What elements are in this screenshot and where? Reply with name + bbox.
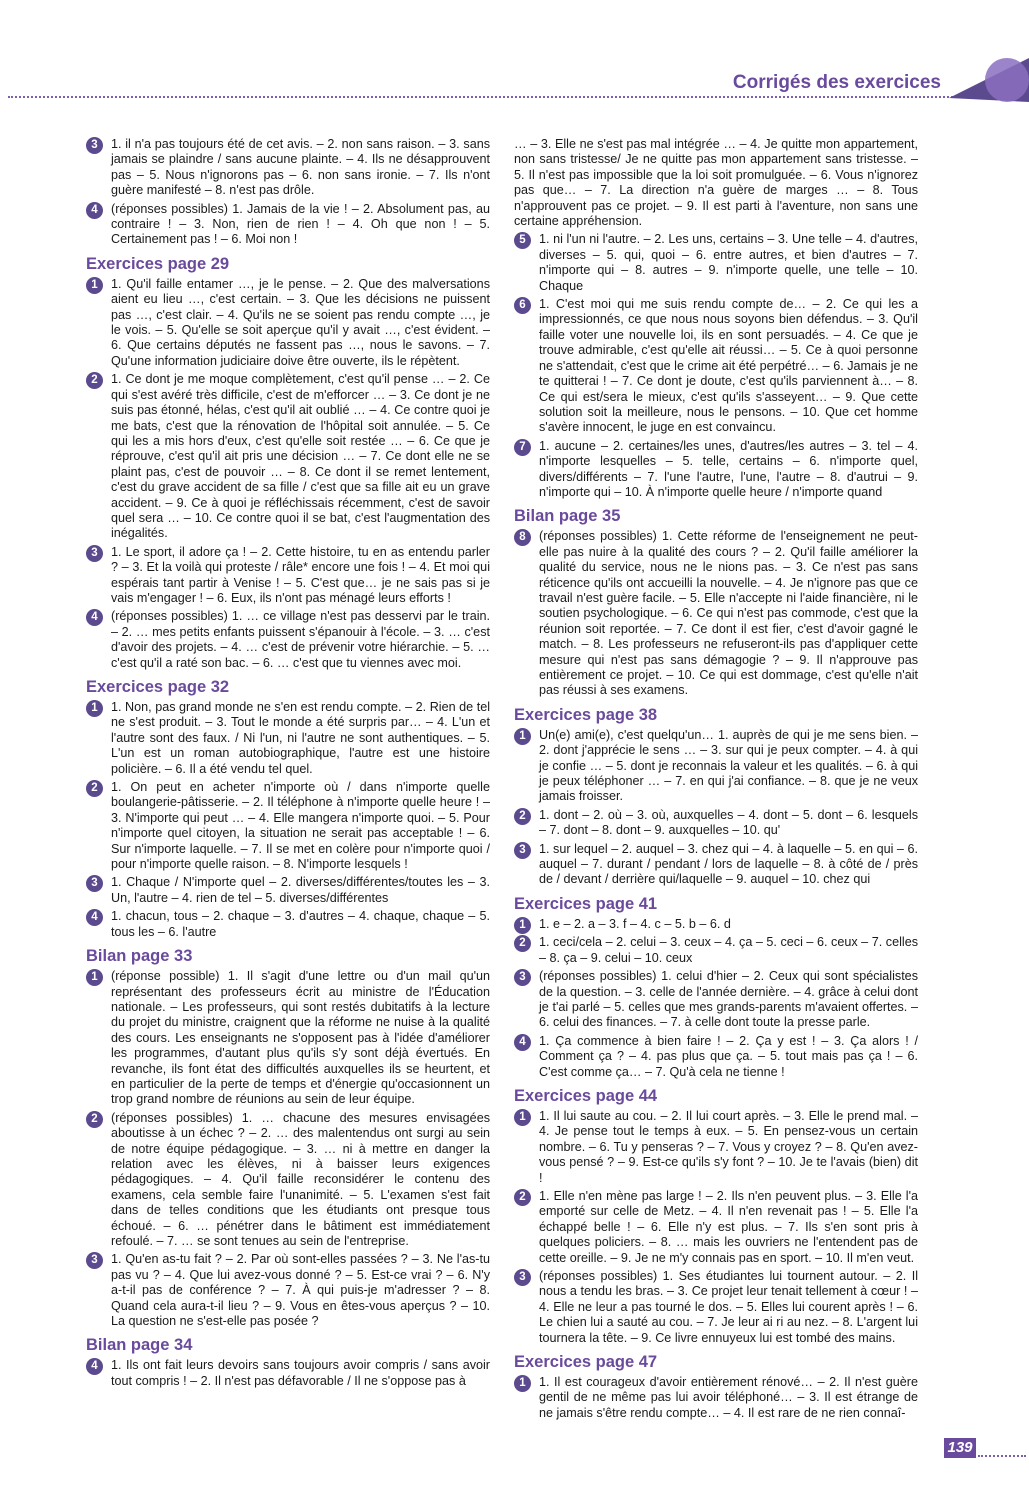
page-number: 139 [944, 1438, 976, 1458]
answer-text: 1. ceci/cela – 2. celui – 3. ceux – 4. ça – 5. ceci – 6. ceux – 7. celles – 8. ça – 9. celui – 10. ceux [539, 935, 918, 965]
answer-text: 1. Ce dont je me moque complètement, c'est qu'il pense … – 2. Ce qui s'est avéré très difficile, c'est de m'efforcer … – 3. Ce dont je ne suis pas étonné, hélas, c'est qu'il ait oublié … – 4. Ce contre quoi je me bats, c'est que la rénovation de l'hôpital soit annulée. – 5. Ce qui les a mis hors d'eux, c'est qu'elle soit restée … – 6. Ce que je réprouve, c'est qu'il ait pris une décision … – 7. Ce dont elle ne se plaint pas, c'est de pouvoir … – 8. Ce dont il se remet lentement, c'est du grave accident de sa fille / c'est que sa fille ait eu un grave accident. – 9. Ce à quoi je réfléchissais récemment, c'est de savoir quel sera … – 10. Ce contre quoi il se bat, c'est l'augmentation des inégalités. [111, 372, 490, 541]
answer-text: 1. C'est moi qui me suis rendu compte de… – 2. Ce qui les a impressionnés, ce que nous nous soyons bien défendus. – 3. Qu'il faille voter une nouvelle loi, ils en sont persuadés. – 4. Ce que je trouve admirable, c'est qu'elle ait réussi… – 5. Ce à quoi personne ne s'attendait, c'est que le crime ait été perpétré… – 6. Jamais je ne te quitterai ! – 7. Ce dont je doute, c'est qu'ils parviennent à… – 8. Ce qui est/sera le mieux, c'est qu'ils s'asseyent… – 9. Que cette solution soit la meilleure, nous le pensons. – 10. Que cet homme s'avère innocent, le juge en est convaincu. [539, 297, 918, 435]
exercise-number-badge: 1 [514, 728, 531, 745]
answer-text: 1. On peut en acheter n'importe où / dans n'importe quelle boulangerie-pâtisserie. – 2. Il téléphone à n'importe quelle heure ! – 3. N'importe qui peut … – 4. Elle mangera n'importe quoi. – 5. Pour n'importe quel citoyen, la situation ne serait pas acceptable ! – 6. Sur n'importe laquelle. – 7. Il se met en colère pour n'importe quoi / pour n'importe quelle raison. – 8. N'importe lesquels ! [111, 780, 490, 872]
exercise-number-badge: 3 [514, 1269, 531, 1286]
answer-text: 1. Non, pas grand monde ne s'en est rendu compte. – 2. Rien de tel ne s'est produit. – 3. Tout le monde a été surpris par… – 4. L'un et l'autre sont des faux. / Ni l'un, ni l'autre ne sont authentiques. – 5. L'un est un roman autobiographique, l'autre est une histoire policière. – 6. Il a été vendu tel quel. [111, 700, 490, 776]
section-heading: Exercices page 32 [86, 678, 230, 696]
answer-text: (réponse possible) 1. Il s'agit d'une lettre ou d'un mail qu'un représentant des professeurs écrit au ministre de l'Éducation nationale. – Les professeurs, qui sont restés dubitatifs à la lecture du projet du ministre, craignent que la réforme ne nuise à la qualité des cours. Les enseignants ne s'opposent pas à l'idée d'améliorer les programmes, d'autant plus qu'ils s'y sont déjà évertués. En revanche, ils font état des difficultés auxquelles ils se heurtent, et en particulier de la perte de temps et d'énergie qu'occasionnent un trop grand nombre de réunions au sein de leur équipe. [111, 969, 490, 1107]
exercise-number-badge: 1 [86, 277, 103, 294]
answer-text: (réponses possibles) 1. … chacune des mesures envisagées aboutisse à un échec ? – 2. … des malentendus ont surgi au sein de notre équipe pédagogique. – 3. … ni à mettre en danger la relation avec les élèves, ni à baisser leurs exigences pédagogiques. – 4. Qu'il faille reconsidérer le contenu des examens, cela semble faire l'unanimité. – 5. L'examen s'est fait dans de telles conditions que les étudiants ont presque tous échoué. – 6. … pénétrer dans le bâtiment est immédiatement refoulé. – 7. … se sont tenues au sein de l'entreprise. [111, 1110, 490, 1248]
exercise-number-badge: 3 [86, 875, 103, 892]
answer-text: 1. e – 2. a – 3. f – 4. c – 5. b – 6. d [539, 916, 731, 931]
right-column [514, 137, 918, 1424]
answer-text: 1. sur lequel – 2. auquel – 3. chez qui – 4. à laquelle – 5. en qui – 6. auquel – 7. durant / pendant / lors de laquelle – 8. à côté de / près de / devant / derrière qui/laquelle – 9. auquel – 10. chez qui [539, 841, 918, 887]
section-heading: Exercices page 47 [514, 1353, 658, 1372]
exercise-item [86, 969, 490, 1108]
exercise-number-badge: 5 [514, 232, 531, 249]
answer-text: 1. Il est courageux d'avoir entièrement rénové… – 2. Il n'est guère gentil de ne même pas lui avoir téléphoné… – 3. Il est étrange de ne jamais s'être rendu compte… – 4. Il est rare de ne rien connaî- [539, 1375, 918, 1420]
exercise-number-badge: 3 [86, 545, 103, 562]
exercise-number-badge: 3 [86, 1252, 103, 1269]
exercise-number-badge: 1 [514, 1375, 531, 1392]
section-heading: Exercices page 41 [514, 894, 658, 913]
exercise-item [86, 909, 490, 940]
header-dotted-rule [8, 96, 953, 98]
section-heading: Exercices page 38 [514, 705, 658, 724]
exercise-item [514, 728, 918, 805]
exercise-item [86, 609, 490, 671]
answer-text: (réponses possibles) 1. Jamais de la vie ! – 2. Absolument pas, au contraire ! – 3. Non, rien de rien ! – 4. Oh que non ! – 5. Certainement pas ! – 6. Moi non ! [111, 201, 490, 247]
answer-text: 1. Il lui saute au cou. – 2. Il lui court après. – 3. Elle le prend mal. – 4. Je pense tout le temps à eux. – 5. En pensez-vous un certain nombre. – 6. Tu y penseras ? – 7. Vous y croyez ? – 8. Qu'en avez-vous pensé ? – 9. Est-ce qu'ils s'y font ? – 10. Je te l'avais (bien) dit ! [539, 1108, 918, 1185]
exercise-number-badge: 4 [86, 202, 103, 219]
exercise-number-badge: 2 [514, 808, 531, 825]
exercise-item [514, 232, 918, 294]
exercise-number-badge: 3 [86, 137, 103, 154]
exercise-number-badge: 1 [514, 917, 531, 934]
exercise-item [514, 917, 918, 932]
exercise-number-badge: 4 [86, 609, 103, 626]
answer-text: (réponses possibles) 1. … ce village n'est pas desservi par le train. – 2. … mes petits enfants puissent s'épanouir à l'école. – 3. … c'est d'avoir des projets. – 4. … c'est de prévenir votre hiérarchie. – 5. … c'est qu'il a raté son bac. – 6. … c'est que tu viennes avec moi. [111, 609, 490, 670]
answer-text: 1. il n'a pas toujours été de cet avis. – 2. non sans raison. – 3. sans jamais se plaindre / sans aucune plainte. – 4. Ils ne désapprouvent pas – 5. Nous n'ignorons pas – 6. non sans ironie. – 7. Ils n'ont guère manifesté – 8. n'est pas drôle. [111, 137, 490, 198]
answer-text: 1. Qu'il faille entamer …, je le pense. – 2. Que des malversations aient eu lieu …, c'est certain. – 3. Que les décisions ne puissent pas …, c'est clair. – 4. Qu'ils ne se soient pas rendu compte …, je le vois. – 5. Qu'elle se soit aperçue qu'il y avait …, c'est évident. – 6. Que certains députés ne fassent pas …, nous le savons. – 7. Qu'une information judiciaire doive être ouverte, ils le répètent. [111, 276, 490, 368]
exercise-item [86, 202, 490, 248]
exercise-item [514, 842, 918, 888]
answer-text: (réponses possibles) 1. celui d'hier – 2. Ceux qui sont spécialistes de la question. – 3. celle de l'année dernière. – 4. grâce à celui dont je t'ai parlé – 5. celles que mes grands-parents m'avaient offertes. – 6. celui des finances. – 7. à celle dont toute la presse parle. [539, 969, 918, 1030]
answer-text: 1. Ça commence à bien faire ! – 2. Ça y est ! – 3. Ça alors ! / Comment ça ? – 4. pas plus que ça. – 5. tout mais pas ça ! – 6. C'est comme ça… – 7. Qu'à cela ne tienne ! [539, 1033, 918, 1079]
answer-text: 1. Le sport, il adore ça ! – 2. Cette histoire, tu en as entendu parler ? – 3. Et la voilà qui proteste / râle* encore une fois ! – 4. Et moi qui espérais tant partir à Venise ! – 5. C'est que… je ne sais pas si je vais m'engager ! – 6. Eux, ils n'ont pas ménagé leurs efforts ! [111, 544, 490, 605]
section-heading: Exercices page 44 [514, 1086, 658, 1105]
answer-text: … – 3. Elle ne s'est pas mal intégrée … – 4. Je quitte mon appartement, non sans tristesse/ Je ne quitte pas mon appartement sans tristesse. – 5. Il n'est pas impossible que la loi soit promulguée. – 6. Vous n'ignorez pas que… – 7. La direction n'a guère de marges … – 8. Tous n'approuvent pas ce projet. – 9. Il est parti à l'aventure, non sans une certaine appréhension. [514, 137, 918, 229]
exercise-item [86, 700, 490, 777]
exercise-item [514, 969, 918, 1031]
section-heading: Exercices page 29 [86, 254, 230, 273]
section-heading: Bilan page 35 [514, 507, 621, 526]
page-title: Corrigés des exercices [732, 72, 941, 93]
exercise-item [86, 1111, 490, 1250]
exercise-item [86, 1358, 490, 1389]
exercise-item [514, 1375, 918, 1421]
exercise-number-badge: 1 [514, 1109, 531, 1126]
exercise-number-badge: 2 [86, 372, 103, 389]
left-column [86, 137, 490, 1392]
answer-text: 1. chacun, tous – 2. chaque – 3. d'autres – 4. chaque, chaque – 5. tous les – 6. l'autre [111, 909, 490, 939]
exercise-number-badge: 2 [514, 1189, 531, 1206]
exercise-number-badge: 1 [86, 700, 103, 717]
exercise-number-badge: 3 [514, 969, 531, 986]
exercise-number-badge: 2 [86, 780, 103, 797]
exercise-number-badge: 4 [86, 1358, 103, 1375]
exercise-number-badge: 8 [514, 529, 531, 546]
answer-text: 1. Elle n'en mène pas large ! – 2. Ils n'en peuvent plus. – 3. Elle l'a emporté sur celle de Metz. – 4. Il n'en revenait pas ! – 5. Elle l'a échappé belle ! – 6. Elle n'y est plus. – 7. Ils s'en sont pris à quelques policiers. – 8. … mais les ouvriers ne l'entendent pas de cette oreille. – 9. Je ne m'y connais pas en sport. – 10. Il m'en veut. [539, 1188, 918, 1265]
answer-text: (réponses possibles) 1. Cette réforme de l'enseignement ne peut-elle pas nuire à la qualité des cours ? – 2. Qu'il faille améliorer la qualité du service, nous ne le nions pas. – 3. Ce n'est pas sans réticence qu'ils ont accueilli la nouvelle. – 4. Je n'ignore pas que ce travail n'est guère facile. – 5. Elle n'accepte ni l'aide financière, ni le soutien psychologique. – 6. Ce qui n'est pas commode, c'est que la réunion soit reportée. – 7. Ce dont il est fier, c'est d'avoir gagné le match. – 8. Les professeurs ne refuseront-ils pas d'appliquer cette mesure qui n'est pas sans démagogie ? – 9. Il n'approuve pas entièrement ce projet. – 10. Ce qui est dommage, c'est qu'elle n'ait pas réussi à ses examens. [539, 529, 918, 698]
exercise-item [86, 372, 490, 541]
answer-text: Un(e) ami(e), c'est quelqu'un… 1. auprès de qui je me sens bien. – 2. dont j'apprécie le sens … – 3. sur qui je peux compter. – 4. à qui je confie … – 5. dont je reconnais la valeur et les qualités. – 6. à qui je peux téléphoner … – 7. en qui j'ai confiance. – 8. que je ne veux jamais froisser. [539, 727, 918, 804]
exercise-item [86, 277, 490, 369]
exercise-number-badge: 4 [86, 909, 103, 926]
exercise-item [86, 1252, 490, 1329]
exercise-item [514, 439, 918, 501]
answer-text: 1. Ils ont fait leurs devoirs sans toujours avoir compris / sans avoir tout compris ! – 2. Il n'est pas défavorable / Il ne s'oppose pas à [111, 1358, 490, 1388]
answer-text: (réponses possibles) 1. Ses étudiantes lui tournent autour. – 2. Il nous a tendu les bras. – 3. Ce projet leur tenait tellement à cœur ! – 4. Elle ne leur a pas tourné le dos. – 5. Elles lui courent après ! – 6. Le chien lui a sauté au cou. – 7. Je leur ai ri au nez. – 8. L'argent lui tournera la tête. – 9. Ce livre ennuyeux lui est tombé des mains. [539, 1269, 918, 1345]
answer-text: 1. dont – 2. où – 3. où, auxquelles – 4. dont – 5. dont – 6. lesquels – 7. dont – 8. dont – 9. auxquelles – 10. qu' [539, 807, 918, 838]
answer-text: 1. ni l'un ni l'autre. – 2. Les uns, certains – 3. Une telle – 4. d'autres, diverses – 5. qui, quoi – 6. entre autres, et bien d'autres – 7. n'importe qui – 8. autres – 9. n'importe quelle, une telle – 10. Chaque [539, 232, 918, 293]
exercise-item [514, 935, 918, 966]
header-corner-shape [949, 58, 1029, 102]
exercise-item [86, 875, 490, 906]
answer-text: 1. aucune – 2. certaines/les unes, d'autres/les autres – 3. tel – 4. n'importe lesquelles – 5. telle, certains – 6. n'importe quel, divers/différents – 7. l'une l'autre, l'une, l'autre – 8. d'autrui – 9. n'importe qui – 10. À n'importe quelle heure / n'importe quand [539, 438, 918, 499]
exercise-number-badge: 4 [514, 1034, 531, 1051]
exercise-number-badge: 1 [86, 969, 103, 986]
exercise-number-badge: 2 [86, 1111, 103, 1128]
exercise-number-badge: 7 [514, 439, 531, 456]
exercise-item [514, 1269, 918, 1346]
answer-text: 1. Chaque / N'importe quel – 2. diverses/différentes/toutes les – 3. Un, l'autre – 4. rien de tel – 5. diverses/différentes [111, 875, 490, 905]
exercise-item [514, 1189, 918, 1266]
exercise-item [514, 1034, 918, 1080]
section-heading: Bilan page 33 [86, 947, 193, 966]
exercise-item [514, 297, 918, 436]
exercise-item [86, 780, 490, 872]
answer-text: 1. Qu'en as-tu fait ? – 2. Par où sont-elles passées ? – 3. Ne l'as-tu pas vu ? – 4. Que lui avez-vous donné ? – 5. Est-ce vrai ? – 6. N'y a-t-il pas de conférence ? – 7. À qui puis-je m'adresser ? – 8. Quand cela aura-t-il lieu ? – 9. Vous en êtes-vous aperçus ? – 10. La question ne s'est-elle pas posée ? [111, 1252, 490, 1329]
exercise-number-badge: 3 [514, 842, 531, 859]
exercise-number-badge: 6 [514, 297, 531, 314]
exercise-item [514, 529, 918, 698]
exercise-item [86, 545, 490, 607]
footer-dotted-rule [978, 1455, 1026, 1457]
exercise-item [86, 137, 490, 199]
exercise-number-badge: 2 [514, 935, 531, 952]
exercise-item [514, 808, 918, 839]
section-heading: Bilan page 34 [86, 1336, 193, 1355]
exercise-item [514, 1109, 918, 1186]
